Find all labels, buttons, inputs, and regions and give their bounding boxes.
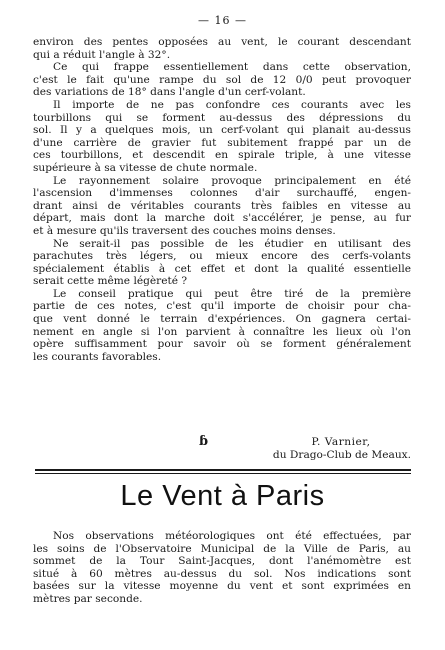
text-line: Il importe de ne pas confondre ces courants avec les — [53, 98, 411, 111]
text-line: spécialement établis à cet effet et dont la qualité essentielle — [33, 262, 411, 275]
text-line: mètres par seconde. — [33, 592, 143, 605]
text-line: d'une carrière de gravier fut subitement frappé par un de — [33, 136, 411, 149]
text-line: opère suffisamment pour savoir où se forment généralement — [33, 338, 411, 351]
text-line: drant ainsi de véritables courants très faibles en vitesse au — [33, 199, 411, 212]
ornament-mark: ɓ — [199, 434, 209, 449]
text-line: sol. Il y a quelques mois, un cerf-volant qui planait au-dessus — [33, 124, 411, 137]
text-line: les courants favorables. — [33, 350, 162, 363]
text-line: départ, mais dont la marche doit s'accélérer, je pense, au fur — [33, 212, 411, 225]
text-line: Le conseil pratique qui peut être tiré de la première — [53, 287, 411, 300]
text-line: ces tourbillons, et descendit en spirale triple, à une vitesse — [33, 149, 411, 162]
section-divider-thin — [35, 473, 411, 474]
author-name: P. Varnier, — [311, 436, 371, 448]
text-line: environ des pentes opposées au vent, le courant descendant — [33, 36, 411, 48]
section-title: Le Vent à Paris — [120, 480, 325, 512]
text-line: c'est le fait qu'une rampe du sol de 12 0/0 peut provoquer — [33, 73, 411, 86]
text-line: qui a réduit l'angle à 32°. — [33, 48, 171, 61]
text-line: et à mesure qu'ils traversent des couches moins denses. — [33, 224, 336, 237]
text-line: basées sur la vitesse moyenne du vent et sont exprimées en — [33, 580, 411, 593]
text-line: Ne serait-il pas possible de les étudier en utilisant des — [53, 237, 411, 250]
text-line: les soins de l'Observatoire Municipal de la Ville de Paris, au — [33, 542, 411, 555]
article-body — [33, 36, 411, 363]
page-number: — 16 — — [198, 14, 247, 27]
author-affiliation: du Drago-Club de Meaux. — [272, 449, 411, 461]
text-line: que vent donné le terrain d'expériences. On gagnera certai- — [33, 313, 411, 326]
section-divider-thick — [35, 469, 411, 471]
text-line: Ce qui frappe essentiellement dans cette observation, — [53, 61, 411, 74]
text-line: Nos observations météorologiques ont été effectuées, par — [53, 530, 411, 542]
text-line: Le rayonnement solaire provoque principalement en été — [53, 174, 411, 187]
section-body — [33, 530, 411, 606]
text-line: parachutes très légers, ou mieux encore des cerfs-volants — [33, 250, 411, 263]
text-line: serait cette même légèreté ? — [33, 275, 188, 288]
text-line: situé à 60 mètres au-dessus du sol. Nos indications sont — [33, 567, 411, 580]
text-line: des variations de 18° dans l'angle d'un cerf-volant. — [33, 86, 306, 99]
text-line: supérieure à sa vitesse de chute normale. — [33, 161, 258, 174]
text-line: l'ascension d'immenses colonnes d'air surchauffé, engen- — [33, 187, 411, 200]
text-line: nement en angle si l'on parvient à connaître les lieux où l'on — [33, 325, 411, 338]
text-line: tourbillons qui se forment au-dessus des dépressions du — [33, 111, 411, 124]
text-line: sommet de la Tour Saint-Jacques, dont l'anémomètre est — [33, 555, 411, 568]
text-line: partie de ces notes, c'est qu'il importe de choisir pour cha- — [33, 300, 411, 313]
